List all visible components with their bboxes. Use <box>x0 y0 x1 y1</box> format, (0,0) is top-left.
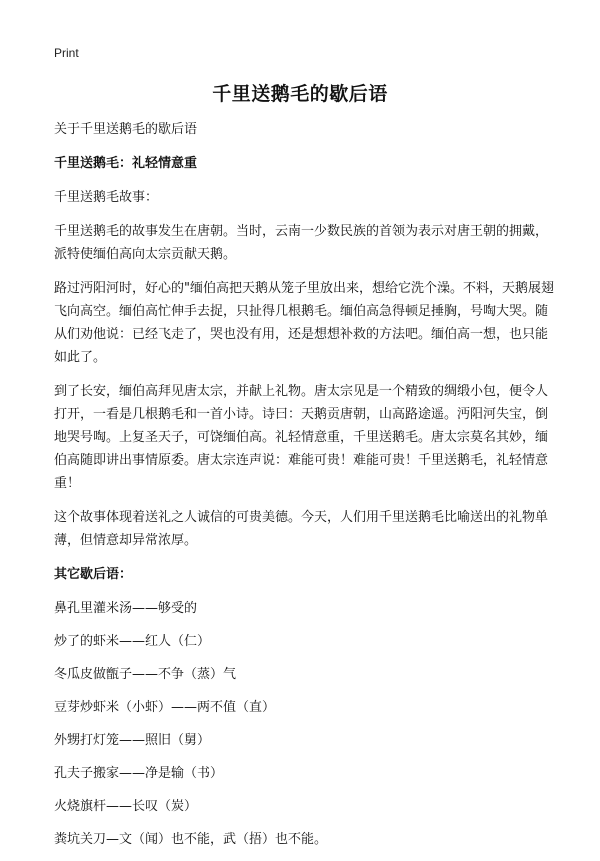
proverb-item: 粪坑关刀—文（闻）也不能，武（捂）也不能。 <box>54 832 328 847</box>
proverb-item: 火烧旗杆——长叹（炭） <box>54 799 198 814</box>
story-label: 千里送鹅毛故事： <box>54 190 159 205</box>
section-heading-other: 其它歇后语： <box>54 567 133 582</box>
proverb-item: 炒了的虾米——红人（仁） <box>54 634 211 649</box>
story-paragraph-4: 这个故事体现着送礼之人诚信的可贵美德。今天，人们用千里送鹅毛比喻送出的礼物单薄，但情意却异常浓厚。 <box>54 510 549 548</box>
print-link[interactable]: Print <box>54 46 79 60</box>
proverb-item: 豆芽炒虾米（小虾）——两不值（直） <box>54 700 276 715</box>
section-heading-main: 千里送鹅毛：礼轻情意重 <box>54 156 198 171</box>
proverb-item: 鼻孔里灌米汤——够受的 <box>54 601 198 616</box>
proverb-list <box>54 597 554 851</box>
article-body <box>54 118 554 861</box>
story-paragraph-3: 到了长安，缅伯高拜见唐太宗，并献上礼物。唐太宗见是一个精致的绸缎小包，便令人打开，一看是几根鹅毛和一首小诗。诗曰：天鹅贡唐朝，山高路途遥。沔阳河失宝，倒地哭号啕。上复圣天子，可饶缅伯高。礼轻情意重，千里送鹅毛。唐太宗莫名其妙，缅伯高随即讲出事情原委。唐太宗连声说：难能可贵！难能可贵！千里送鹅毛，礼轻情意重！ <box>54 384 549 491</box>
story-paragraph-2: 路过沔阳河时，好心的"缅伯高把天鹅从笼子里放出来，想给它洗个澡。不料，天鹅展翅飞向高空。缅伯高忙伸手去捉，只扯得几根鹅毛。缅伯高急得顿足捶胸，号啕大哭。随从们劝他说：已经飞走了，哭也没有用，还是想想补救的方法吧。缅伯高一想，也只能如此了。 <box>54 281 554 365</box>
intro-text: 关于千里送鹅毛的歇后语 <box>54 122 198 137</box>
proverb-item: 孔夫子搬家——净是输（书） <box>54 766 224 781</box>
proverb-item: 冬瓜皮做甑子——不争（蒸）气 <box>54 667 237 682</box>
proverb-item: 外甥打灯笼——照旧（舅） <box>54 733 211 748</box>
story-paragraph-1: 千里送鹅毛的故事发生在唐朝。当时，云南一少数民族的首领为表示对唐王朝的拥戴，派特使缅伯高向太宗贡献天鹅。 <box>54 224 549 262</box>
page-title: 千里送鹅毛的歇后语 <box>212 83 388 105</box>
